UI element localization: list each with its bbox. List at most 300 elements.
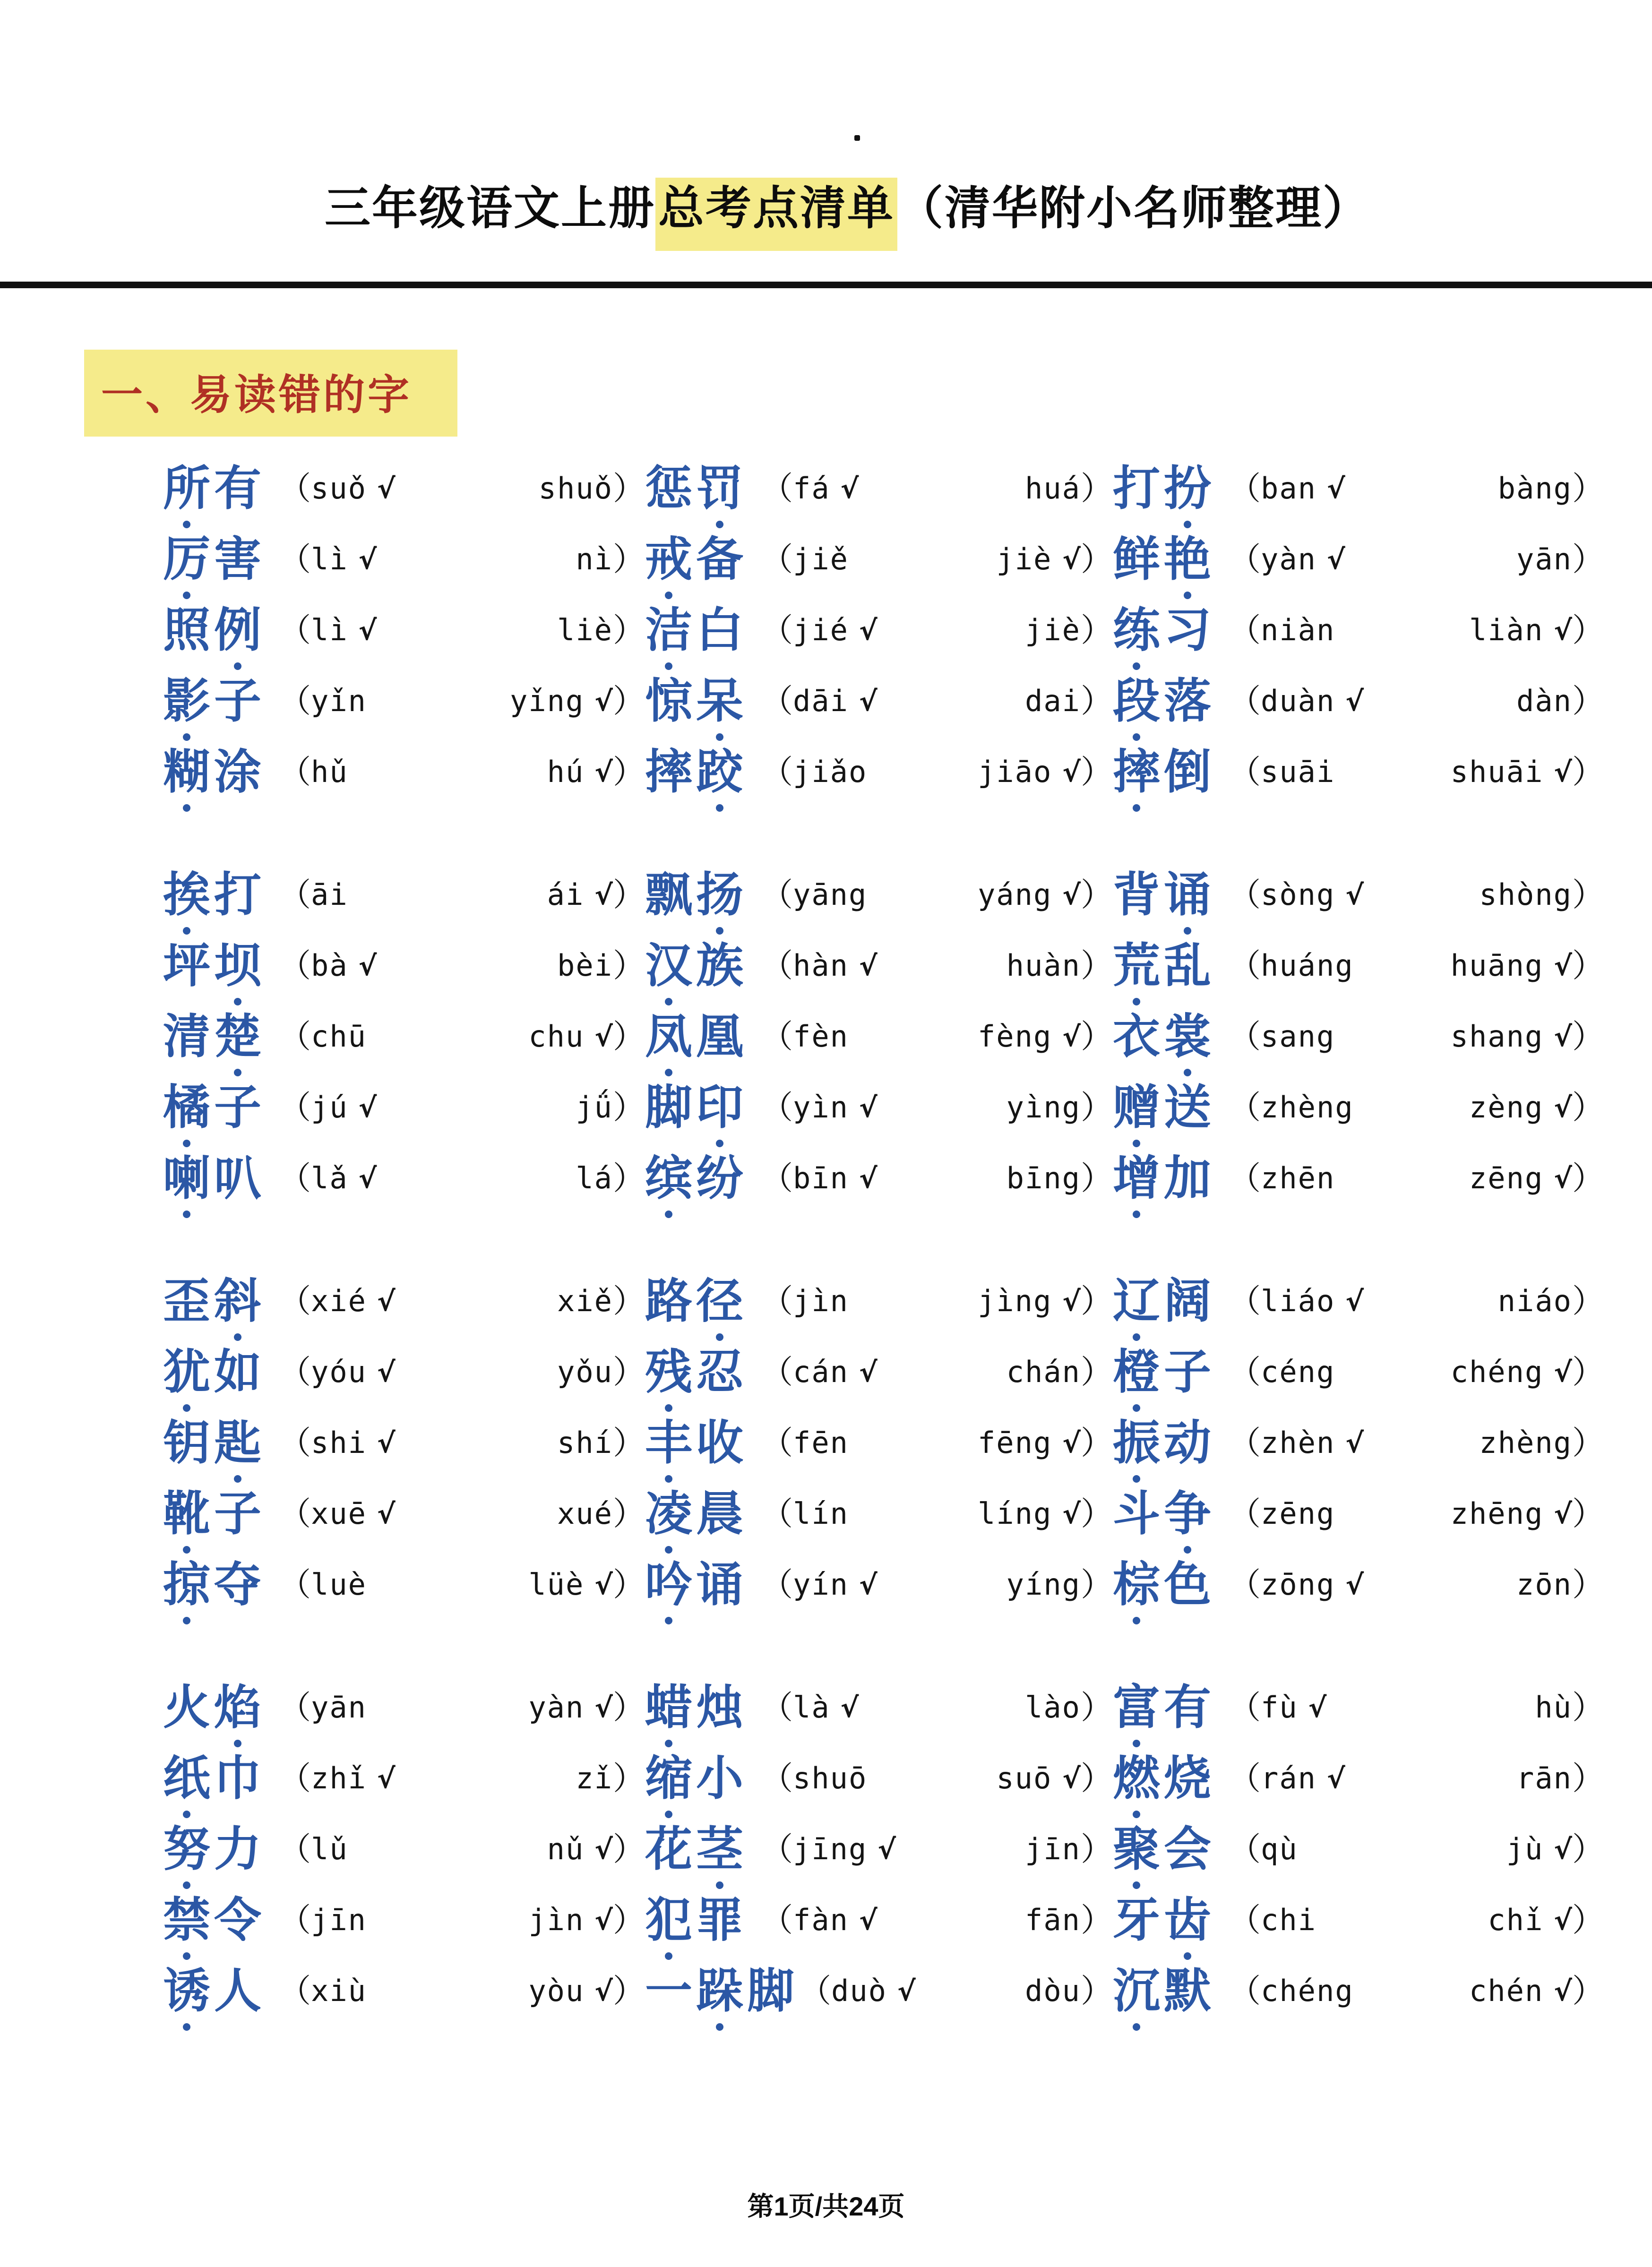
pinyin-text: xué	[557, 1496, 613, 1531]
word-entry	[645, 869, 1113, 921]
pinyin-option	[1469, 613, 1572, 648]
word-text	[645, 939, 756, 993]
checkmark-icon: √	[594, 1904, 613, 1937]
word-text	[645, 1275, 756, 1328]
section-heading: 一、易读错的字	[84, 350, 457, 437]
pinyin-text: fá	[793, 471, 830, 506]
pinyin-options	[761, 1569, 1113, 1601]
pinyin-option	[1006, 1161, 1081, 1196]
close-paren: ）	[612, 1283, 645, 1320]
word-char: 打	[214, 868, 261, 922]
pinyin-option	[311, 1903, 367, 1938]
word-text	[163, 1823, 274, 1876]
pinyin-option	[1450, 755, 1572, 790]
checkmark-icon: √	[1345, 879, 1364, 911]
pinyin-text: liáo	[1261, 1284, 1335, 1319]
open-paren: （	[761, 1354, 793, 1391]
word-text	[163, 1681, 274, 1735]
word-char: 辽	[1113, 1275, 1160, 1328]
checkmark-icon: √	[859, 950, 878, 982]
pinyin-text: suō	[996, 1761, 1052, 1796]
open-paren: （	[761, 612, 793, 649]
checkmark-icon: √	[1062, 543, 1081, 576]
open-paren: （	[279, 1690, 311, 1726]
pinyin-options	[761, 1692, 1113, 1724]
word-char: 晨	[696, 1487, 743, 1541]
word-char: 惊	[645, 675, 692, 728]
close-paren: ）	[1572, 1690, 1604, 1726]
pinyin-options	[279, 1427, 645, 1459]
close-paren: ）	[1572, 1567, 1604, 1603]
pinyin-options	[279, 1283, 645, 1320]
word-char: 照	[163, 604, 210, 657]
word-entry	[163, 463, 645, 515]
word-text	[645, 462, 756, 515]
word-char: 烛	[696, 1681, 743, 1735]
close-paren: ）	[1572, 1760, 1604, 1797]
word-entry	[645, 1082, 1113, 1134]
open-paren: （	[279, 1160, 311, 1197]
close-paren: ）	[612, 877, 645, 913]
word-char: 叭	[214, 1152, 261, 1205]
word-text	[1113, 1823, 1224, 1876]
checkmark-icon: √	[1062, 1762, 1081, 1795]
pinyin-options	[761, 1091, 1113, 1124]
pinyin-option	[793, 542, 849, 577]
word-char: 加	[1164, 1152, 1211, 1205]
word-char: 斗	[1113, 1487, 1160, 1541]
word-text	[163, 1417, 274, 1470]
checkmark-icon: √	[1062, 1498, 1081, 1530]
word-entry	[1113, 1682, 1604, 1734]
pinyin-option	[528, 1019, 613, 1054]
entry-group	[0, 1275, 1652, 1611]
pinyin-text: shuǒ	[538, 471, 613, 506]
pinyin-option	[793, 1832, 896, 1867]
open-paren: （	[279, 948, 311, 984]
pinyin-option	[1261, 1761, 1345, 1796]
word-text	[163, 1558, 274, 1612]
word-text	[1113, 1417, 1224, 1470]
pinyin-option	[557, 1355, 613, 1390]
close-paren: ）	[1080, 1160, 1113, 1197]
pinyin-option	[996, 1761, 1081, 1796]
checkmark-icon: √	[594, 685, 613, 718]
open-paren: （	[799, 1973, 832, 2009]
checkmark-icon: √	[1554, 1091, 1572, 1124]
close-paren: ）	[1080, 541, 1113, 578]
word-entry	[1113, 940, 1604, 992]
pinyin-text: céng	[1261, 1355, 1335, 1390]
word-text	[645, 1010, 756, 1064]
pinyin-text: yíng	[1006, 1567, 1081, 1602]
pinyin-option	[1261, 1355, 1335, 1390]
checkmark-icon: √	[1554, 1975, 1572, 2008]
word-char: 凰	[696, 1010, 743, 1064]
pinyin-option	[1516, 1761, 1572, 1796]
checkmark-icon: √	[377, 1498, 396, 1530]
word-char: 径	[696, 1275, 743, 1328]
word-text	[1113, 462, 1224, 515]
pinyin-options	[1229, 756, 1604, 788]
pinyin-text: fēn	[793, 1425, 849, 1460]
checkmark-icon: √	[1327, 543, 1345, 576]
word-text	[163, 675, 274, 728]
pinyin-option	[311, 1425, 396, 1460]
checkmark-icon: √	[594, 1975, 613, 2008]
close-paren: ）	[1080, 471, 1113, 507]
pinyin-text: bīng	[1006, 1161, 1081, 1196]
pinyin-options	[761, 472, 1113, 505]
checkmark-icon: √	[1062, 1285, 1081, 1318]
pinyin-options	[1229, 1692, 1604, 1724]
pinyin-options	[279, 683, 645, 720]
pinyin-option	[793, 1496, 849, 1531]
word-entry	[163, 940, 645, 992]
word-char: 如	[214, 1346, 261, 1399]
word-char: 洁	[645, 604, 692, 657]
pinyin-options	[279, 1160, 645, 1197]
word-char: 背	[1113, 868, 1160, 922]
pinyin-text: yàn	[1261, 542, 1316, 577]
checkmark-icon: √	[1062, 756, 1081, 789]
word-char: 振	[1113, 1417, 1160, 1470]
word-entry	[645, 1752, 1113, 1804]
word-char: 脚	[645, 1081, 692, 1134]
word-entry	[645, 1894, 1113, 1946]
pinyin-text: bà	[311, 948, 348, 983]
word-entry	[1113, 604, 1604, 656]
word-entry	[1113, 1011, 1604, 1063]
word-entry	[1113, 1488, 1604, 1540]
open-paren: （	[279, 541, 311, 578]
close-paren: ）	[1572, 1160, 1604, 1197]
pinyin-options	[279, 1021, 645, 1053]
word-entry	[1113, 1152, 1604, 1204]
close-paren: ）	[1080, 683, 1113, 720]
pinyin-text: fèn	[793, 1019, 849, 1054]
open-paren: （	[279, 1019, 311, 1055]
pinyin-text: lào	[1025, 1690, 1081, 1725]
open-paren: （	[761, 1425, 793, 1461]
open-paren: （	[279, 1902, 311, 1939]
divider-line	[0, 282, 1652, 288]
close-paren: ）	[1080, 1973, 1113, 2009]
pinyin-options	[279, 541, 645, 578]
close-paren: ）	[1080, 1760, 1113, 1797]
word-char: 努	[163, 1823, 210, 1876]
pinyin-option	[793, 1761, 868, 1796]
pinyin-options	[1229, 1762, 1604, 1795]
pinyin-text: chi	[1261, 1903, 1316, 1938]
word-char: 糊	[163, 746, 210, 799]
word-char: 害	[214, 533, 261, 586]
word-entry	[163, 533, 645, 585]
pinyin-option	[1261, 948, 1354, 983]
word-entry	[163, 675, 645, 727]
word-entry	[163, 1082, 645, 1134]
word-char: 子	[214, 675, 261, 728]
pinyin-text: fù	[1261, 1690, 1298, 1725]
checkmark-icon: √	[1554, 1904, 1572, 1937]
word-entry	[645, 1011, 1113, 1063]
pinyin-text: jīn	[311, 1903, 367, 1938]
word-char: 所	[163, 462, 210, 515]
pinyin-option	[547, 1832, 613, 1867]
word-char: 凤	[645, 1010, 692, 1064]
word-text	[645, 1681, 756, 1735]
word-char: 巾	[214, 1752, 261, 1805]
pinyin-option	[547, 877, 613, 912]
page-title	[0, 180, 1652, 237]
pinyin-text: dāi	[793, 684, 849, 719]
pinyin-option	[996, 542, 1081, 577]
checkmark-icon: √	[859, 1569, 878, 1601]
word-char: 人	[214, 1965, 261, 2018]
pinyin-option	[547, 755, 613, 790]
pinyin-text: lüè	[528, 1567, 585, 1602]
pinyin-option	[1497, 471, 1572, 506]
pinyin-option	[1261, 1974, 1354, 2009]
pinyin-text: huá	[1025, 471, 1081, 506]
word-char: 忍	[696, 1346, 743, 1399]
word-text	[163, 1152, 274, 1205]
pinyin-text: dòu	[1025, 1974, 1081, 2009]
pinyin-options	[799, 1975, 1113, 2007]
word-entry	[1113, 1082, 1604, 1134]
pinyin-option	[793, 1425, 849, 1460]
word-char: 钥	[163, 1417, 210, 1470]
word-char: 纷	[696, 1152, 743, 1205]
pinyin-option	[576, 1161, 613, 1196]
word-text	[163, 1275, 274, 1328]
pinyin-text: shang	[1450, 1019, 1544, 1054]
pinyin-options	[761, 1831, 1113, 1868]
pinyin-options	[761, 1902, 1113, 1939]
pinyin-text: chu	[528, 1019, 585, 1054]
word-char: 吟	[645, 1558, 692, 1612]
word-entry	[645, 463, 1113, 515]
word-char: 残	[645, 1346, 692, 1399]
checkmark-icon: √	[840, 1692, 859, 1724]
close-paren: ）	[1080, 1019, 1113, 1055]
checkmark-icon: √	[594, 756, 613, 789]
close-paren: ）	[1080, 948, 1113, 984]
stray-dot	[854, 135, 860, 141]
close-paren: ）	[612, 754, 645, 790]
open-paren: （	[1229, 948, 1261, 984]
pinyin-option	[1506, 1832, 1572, 1867]
pinyin-option	[1450, 1355, 1572, 1390]
pinyin-text: fēng	[977, 1425, 1052, 1460]
word-entry	[163, 1682, 645, 1734]
word-text	[163, 1346, 274, 1399]
close-paren: ）	[1572, 1019, 1604, 1055]
word-char: 厉	[163, 533, 210, 586]
pinyin-option	[1261, 1284, 1364, 1319]
word-char: 坝	[214, 939, 261, 993]
pinyin-option	[977, 1284, 1081, 1319]
pinyin-option	[1006, 1567, 1081, 1602]
pinyin-option	[793, 1903, 878, 1938]
word-char: 斜	[214, 1275, 261, 1328]
pinyin-text: yín	[793, 1567, 849, 1602]
pinyin-option	[1006, 1090, 1081, 1125]
pinyin-text: chéng	[1450, 1355, 1544, 1390]
close-paren: ）	[612, 471, 645, 507]
pinyin-options	[761, 1160, 1113, 1197]
pinyin-text: sang	[1261, 1019, 1335, 1054]
pinyin-option	[793, 613, 878, 648]
pinyin-options	[761, 1354, 1113, 1391]
word-char: 纸	[163, 1752, 210, 1805]
word-char: 齿	[1164, 1894, 1211, 1947]
word-text	[163, 462, 274, 515]
word-char: 摔	[1113, 746, 1160, 799]
word-entry	[1113, 533, 1604, 585]
word-entry	[1113, 1417, 1604, 1469]
entries-area	[0, 463, 1652, 2017]
word-char: 送	[1164, 1081, 1211, 1134]
close-paren: ）	[1572, 1973, 1604, 2009]
pinyin-text: chán	[1006, 1355, 1081, 1390]
word-text	[1113, 746, 1224, 799]
pinyin-text: yǒu	[557, 1355, 613, 1390]
word-text	[645, 604, 756, 657]
checkmark-icon: √	[358, 543, 377, 576]
pinyin-text: zhèn	[1261, 1425, 1335, 1460]
pinyin-option	[311, 471, 396, 506]
close-paren: ）	[612, 1160, 645, 1197]
pinyin-text: chéng	[1261, 1974, 1354, 2009]
word-text	[163, 1752, 274, 1805]
pinyin-options	[761, 1427, 1113, 1459]
title-post: （清华附小名师整理）	[897, 182, 1370, 234]
pinyin-option	[557, 1496, 613, 1531]
pinyin-option	[1516, 1567, 1572, 1602]
word-text	[1113, 1275, 1224, 1328]
pinyin-option	[1261, 1161, 1335, 1196]
pinyin-option	[1025, 471, 1081, 506]
checkmark-icon: √	[1554, 614, 1572, 647]
pinyin-option	[1488, 1903, 1572, 1938]
pinyin-text: yòu	[528, 1974, 585, 2009]
open-paren: （	[1229, 877, 1261, 913]
checkmark-icon: √	[859, 1904, 878, 1937]
open-paren: （	[761, 948, 793, 984]
pinyin-options	[761, 1762, 1113, 1795]
word-char: 扬	[696, 868, 743, 922]
word-entry	[1113, 869, 1604, 921]
pinyin-options	[1229, 950, 1604, 982]
checkmark-icon: √	[1062, 1427, 1081, 1460]
pinyin-option	[1469, 1161, 1572, 1196]
word-char: 白	[696, 604, 743, 657]
pinyin-option	[1261, 684, 1364, 719]
word-text	[1113, 533, 1224, 586]
title-pre: 三年级语文上册	[325, 182, 655, 234]
pinyin-option	[1261, 613, 1335, 648]
pinyin-option	[793, 1355, 878, 1390]
pinyin-text: jìn	[793, 1284, 849, 1319]
pinyin-option	[311, 684, 367, 719]
word-char: 罪	[696, 1894, 743, 1947]
pinyin-text: lá	[576, 1161, 613, 1196]
pinyin-text: jìng	[977, 1284, 1052, 1319]
open-paren: （	[1229, 1760, 1261, 1797]
pinyin-text: shòng	[1479, 877, 1572, 912]
pinyin-text: zēng	[1261, 1496, 1335, 1531]
pinyin-option	[311, 1090, 377, 1125]
pinyin-options	[1229, 1091, 1604, 1124]
word-entry	[645, 1275, 1113, 1327]
pinyin-options	[1229, 1902, 1604, 1939]
word-text	[1113, 1752, 1224, 1805]
pinyin-text: chū	[311, 1019, 367, 1054]
pinyin-option	[1261, 1567, 1364, 1602]
checkmark-icon: √	[594, 1021, 613, 1053]
checkmark-icon: √	[1554, 1498, 1572, 1530]
close-paren: ）	[612, 1090, 645, 1126]
word-text	[163, 533, 274, 586]
open-paren: （	[761, 1690, 793, 1726]
word-entry	[163, 1275, 645, 1327]
open-paren: （	[761, 754, 793, 790]
pinyin-text: hù	[1535, 1690, 1572, 1725]
checkmark-icon: √	[377, 1427, 396, 1460]
pinyin-option	[977, 755, 1081, 790]
pinyin-text: āi	[311, 877, 348, 912]
word-text	[1113, 1965, 1224, 2018]
open-paren: （	[279, 612, 311, 649]
word-text	[645, 1965, 794, 2018]
pinyin-option	[793, 1284, 849, 1319]
pinyin-options	[1229, 1354, 1604, 1391]
word-entry	[163, 1752, 645, 1804]
close-paren: ）	[612, 1902, 645, 1939]
word-char: 沉	[1113, 1965, 1160, 2018]
word-text	[163, 746, 274, 799]
pinyin-option	[557, 1425, 613, 1460]
word-entry	[1113, 746, 1604, 798]
word-entry	[645, 1682, 1113, 1734]
pinyin-option	[1261, 877, 1364, 912]
checkmark-icon: √	[358, 1162, 377, 1195]
word-char: 赠	[1113, 1081, 1160, 1134]
word-char: 喇	[163, 1152, 210, 1205]
pinyin-text: xiě	[557, 1284, 613, 1319]
word-entry	[645, 675, 1113, 727]
pinyin-text: líng	[977, 1496, 1052, 1531]
pinyin-text: hú	[547, 755, 585, 790]
word-char: 夺	[214, 1558, 261, 1612]
pinyin-text: lì	[311, 613, 348, 648]
pinyin-option	[793, 755, 868, 790]
pinyin-text: xié	[311, 1284, 367, 1319]
pinyin-text: dai	[1025, 684, 1081, 719]
checkmark-icon: √	[1554, 1021, 1572, 1053]
word-char: 路	[645, 1275, 692, 1328]
close-paren: ）	[1572, 1902, 1604, 1939]
word-text	[645, 675, 756, 728]
word-char: 犹	[163, 1346, 210, 1399]
pinyin-option	[1006, 1355, 1081, 1390]
pinyin-options	[761, 756, 1113, 788]
pinyin-text: shí	[557, 1425, 613, 1460]
pinyin-text: jīng	[793, 1832, 868, 1867]
pinyin-option	[1261, 755, 1335, 790]
pinyin-option	[1479, 877, 1572, 912]
